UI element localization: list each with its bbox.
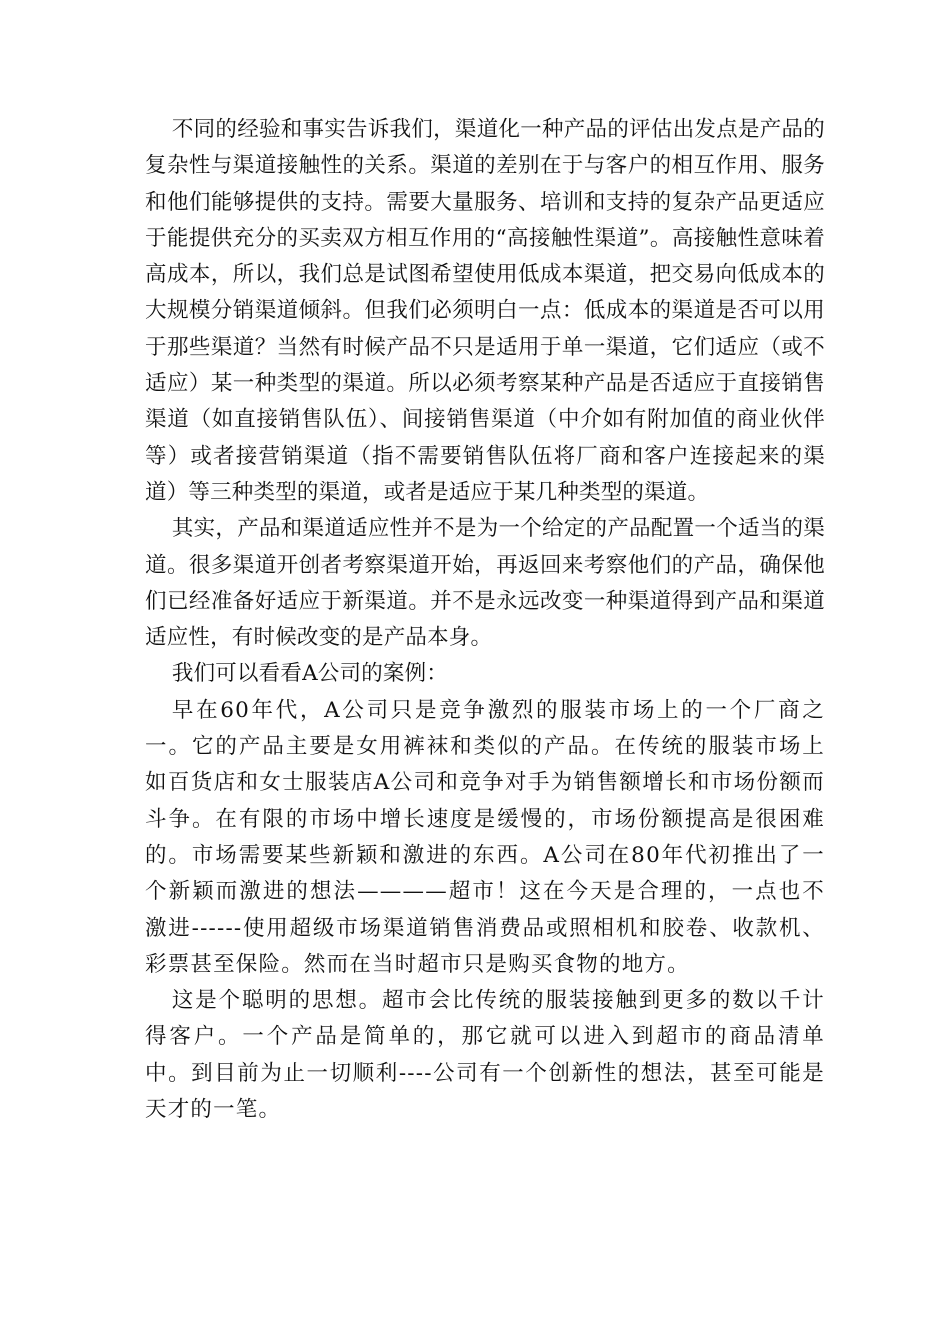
- paragraph-channel-fit: 其实，产品和渠道适应性并不是为一个给定的产品配置一个适当的渠道。很多渠道开创者考察渠道开始，再返回来考察他们的产品，确保他们已经准备好适应于新渠道。并不是永远改变一种渠道得到产品和渠道适应性，有时候改变的是产品本身。: [145, 516, 825, 651]
- paragraph-case-intro: 我们可以看看A公司的案例：: [171, 661, 449, 687]
- document-body: [145, 112, 825, 1128]
- paragraph-smart-idea: 这是个聪明的思想。超市会比传统的服装接触到更多的数以千计得客户。一个产品是简单的，那它就可以进入到超市的商品清单中。到目前为止一切顺利----公司有一个创新性的想法，甚至可能是天才的一笔。: [145, 988, 825, 1123]
- paragraph-company-a-history: 早在60年代，A公司只是竞争激烈的服装市场上的一个厂商之一。它的产品主要是女用裤袜和类似的产品。在传统的服装市场上如百货店和女士服装店A公司和竞争对手为销售额增长和市场份额而斗争。在有限的市场中增长速度是缓慢的，市场份额提高是很困难的。市场需要某些新颖和激进的东西。A公司在80年代初推出了一个新颖而激进的想法————超市！这在今天是合理的，一点也不激进------使用超级市场渠道销售消费品或照相机和胶卷、收款机、彩票甚至保险。然而在当时超市只是购买食物的地方。: [145, 697, 825, 977]
- paragraph-channel-complexity: 不同的经验和事实告诉我们，渠道化一种产品的评估出发点是产品的复杂性与渠道接触性的关系。渠道的差别在于与客户的相互作用、服务和他们能够提供的支持。需要大量服务、培训和支持的复杂产品更适应于能提供充分的买卖双方相互作用的“高接触性渠道”。高接触性意味着高成本，所以，我们总是试图希望使用低成本渠道，把交易向低成本的大规模分销渠道倾斜。但我们必须明白一点：低成本的渠道是否可以用于那些渠道？当然有时候产品不只是适用于单一渠道，它们适应（或不适应）某一种类型的渠道。所以必须考察某种产品是否适应于直接销售渠道（如直接销售队伍）、间接销售渠道（中介如有附加值的商业伙伴等）或者接营销渠道（指不需要销售队伍将厂商和客户连接起来的渠道）等三种类型的渠道，或者是适应于某几种类型的渠道。: [145, 117, 825, 505]
